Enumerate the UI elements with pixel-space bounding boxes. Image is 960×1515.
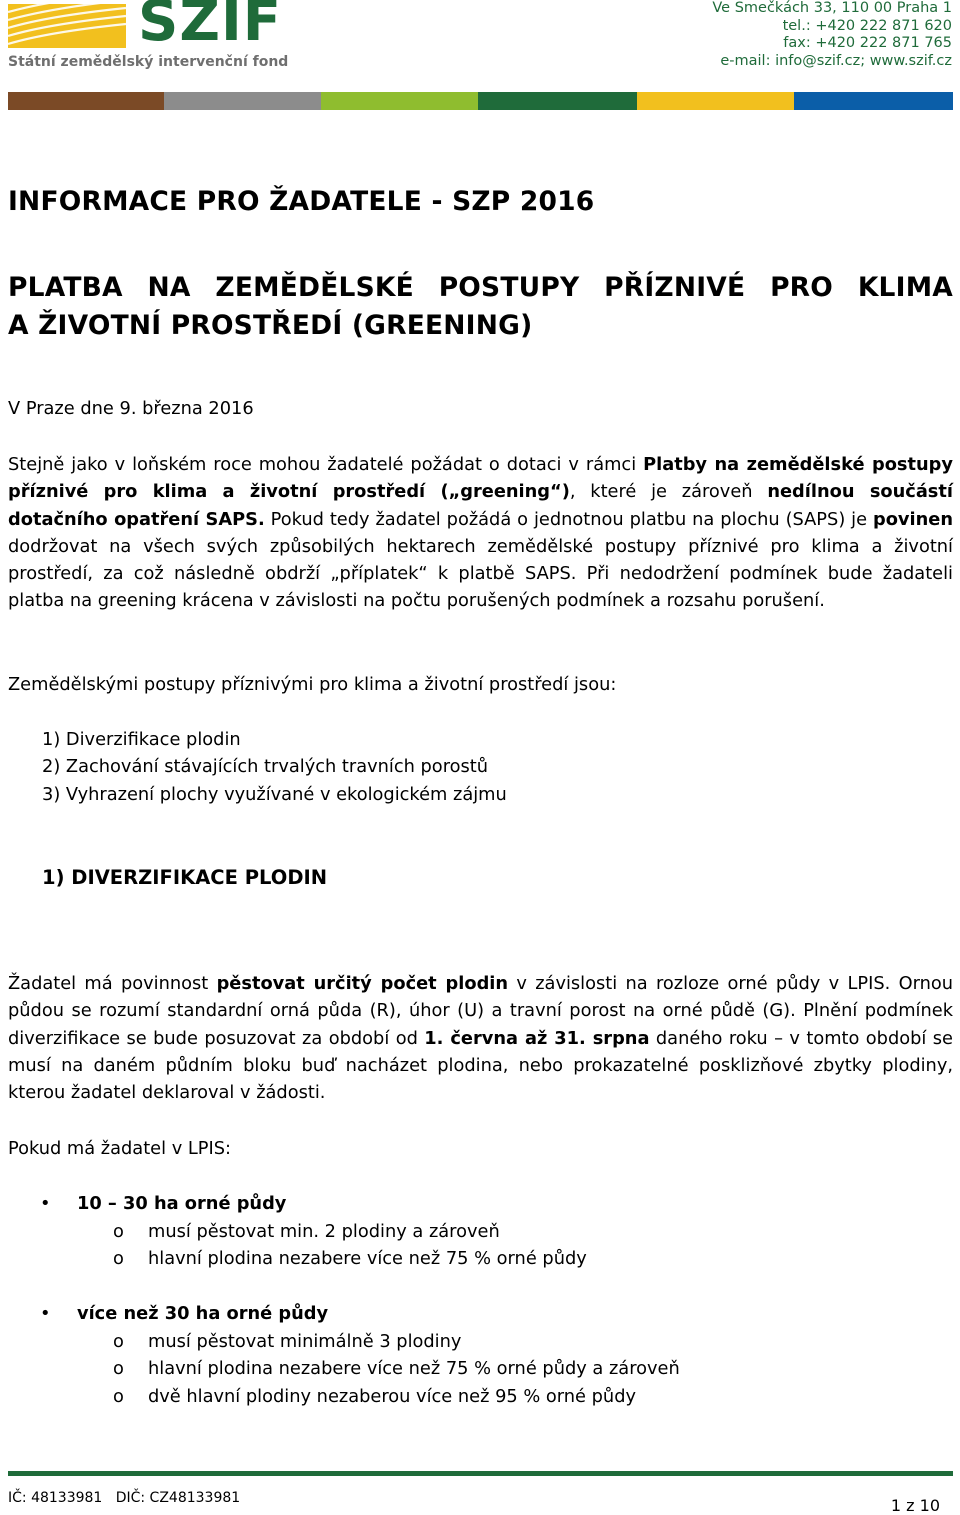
page-number: 1 z 10: [890, 1496, 940, 1515]
sub-bullet: o: [113, 1331, 124, 1352]
list-number: 3): [42, 784, 61, 805]
intro-bold: nedílnou součástí dotačního opatření SAPS.: [8, 481, 953, 530]
section-heading: 1) DIVERZIFIKACE PLODIN: [42, 866, 328, 889]
list-text: Diverzifikace plodin: [65, 729, 241, 750]
sub-bullet: o: [113, 1358, 124, 1379]
sub-bullet: o: [113, 1221, 124, 1242]
intro-bold: Platby na zemědělské postupy příznivé pro klima a životní prostředí („greening“): [8, 454, 953, 503]
practices-intro: Zemědělskými postupy příznivými pro klima a životní prostředí jsou:: [8, 674, 617, 695]
title-word: ZEMĚDĚLSKÉ: [215, 272, 414, 303]
stripe-segment: [478, 92, 637, 110]
section-text: v závislosti na rozloze orné půdy v LPIS. Ornou půdou se rozumí standardní orná půda (R), úhor (U) a travní porost na orné půdě (G). Plnění podmínek diverzifikace se bude posuzovat za období od: [8, 973, 954, 1049]
contact-block: [712, 0, 952, 70]
footer-ids: [8, 1490, 240, 1506]
document-date: V Praze dne 9. března 2016: [8, 398, 254, 419]
title-word: PLATBA: [8, 272, 123, 303]
intro-text: Pokud tedy žadatel požádá o jednotnou platbu na plochu (SAPS) je: [264, 508, 873, 530]
group-item: musí pěstovat minimálně 3 plodiny: [148, 1331, 462, 1352]
stripe-segment: [637, 92, 794, 110]
footer-rule: [8, 1471, 953, 1476]
group-item: musí pěstovat min. 2 plodiny a zároveň: [148, 1221, 500, 1242]
intro-text: dodržovat na všech svých způsobilých hektarech zemědělské postupy příznivé pro klima a životní prostředí, za což následně obdrží „příplatek“ k platbě SAPS.: [8, 535, 953, 585]
section-text: Žadatel má povinnost: [8, 973, 217, 994]
list-text: Zachování stávajících trvalých travních porostů: [65, 756, 488, 777]
list-item: [42, 781, 507, 808]
intro-bold: povinen: [872, 508, 953, 530]
intro-paragraph: [8, 451, 953, 615]
logo-field-graphic: [8, 4, 126, 48]
group-title: více než 30 ha orné půdy: [77, 1303, 329, 1324]
contact-address: Ve Smečkách 33, 110 00 Praha 1: [712, 0, 952, 16]
title-word: POSTUPY: [438, 272, 580, 303]
bullet: •: [40, 1193, 51, 1214]
stripe-segment: [164, 92, 321, 110]
intro-text: Při nedodržení podmínek bude žadateli platba na greening krácena v závislosti na počtu porušených podmínek a rozsahu porušení.: [8, 563, 953, 612]
sub-bullet: o: [113, 1386, 124, 1407]
list-item: [42, 753, 488, 780]
logo-subtitle: Státní zemědělský intervenční fond: [8, 54, 289, 70]
document-title: INFORMACE PRO ŽADATELE - SZP 2016: [8, 186, 595, 217]
group-item: dvě hlavní plodiny nezaberou více než 95 % orné půdy: [148, 1386, 637, 1407]
main-title-line-1: [8, 272, 953, 303]
contact-email-web: e-mail: info@szif.cz; www.szif.cz: [720, 52, 952, 69]
sub-bullet: o: [113, 1248, 124, 1269]
list-number: 2): [42, 756, 61, 777]
intro-text: Stejně jako v loňském roce mohou žadatelé požádat o dotaci v rámci: [8, 454, 644, 475]
section-bold: 1. června až 31. srpna: [424, 1027, 650, 1049]
logo-wordmark: SZIF: [138, 0, 283, 54]
stripe-segment: [794, 92, 953, 110]
title-word: PRO: [770, 272, 834, 303]
group-item: hlavní plodina nezabere více než 75 % orné půdy: [148, 1248, 587, 1269]
footer-ico: IČ: 48133981: [8, 1490, 103, 1506]
main-title-line-2: A ŽIVOTNÍ PROSTŘEDÍ (GREENING): [8, 310, 533, 341]
contact-tel: tel.: +420 222 871 620: [782, 17, 952, 34]
section-bold: pěstovat určitý počet plodin: [216, 973, 509, 994]
title-word: KLIMA: [857, 272, 953, 303]
list-item: [42, 726, 241, 753]
contact-fax: fax: +420 222 871 765: [783, 35, 952, 51]
stripe-segment: [8, 92, 164, 110]
group-title: 10 – 30 ha orné půdy: [77, 1193, 287, 1214]
title-word: NA: [147, 272, 191, 303]
bullet: •: [40, 1303, 51, 1324]
title-word: PŘÍZNIVÉ: [604, 272, 746, 303]
stripe-segment: [321, 92, 478, 110]
lpis-intro: Pokud má žadatel v LPIS:: [8, 1138, 232, 1159]
footer-dic: DIČ: CZ48133981: [115, 1490, 241, 1506]
group-item: hlavní plodina nezabere více než 75 % orné půdy a zároveň: [148, 1358, 680, 1379]
section1-paragraph: [8, 970, 953, 1106]
intro-text: , které je zároveň: [569, 481, 768, 503]
list-text: Vyhrazení plochy využívané v ekologickém zájmu: [65, 784, 507, 805]
list-number: 1): [42, 729, 61, 750]
section-text: daného roku – v tomto období se musí na daném půdním bloku buď nacházet plodina, nebo prokazatelné posklizňové zbytky plodiny, kterou žadatel deklaroval v žádosti.: [8, 1027, 953, 1104]
